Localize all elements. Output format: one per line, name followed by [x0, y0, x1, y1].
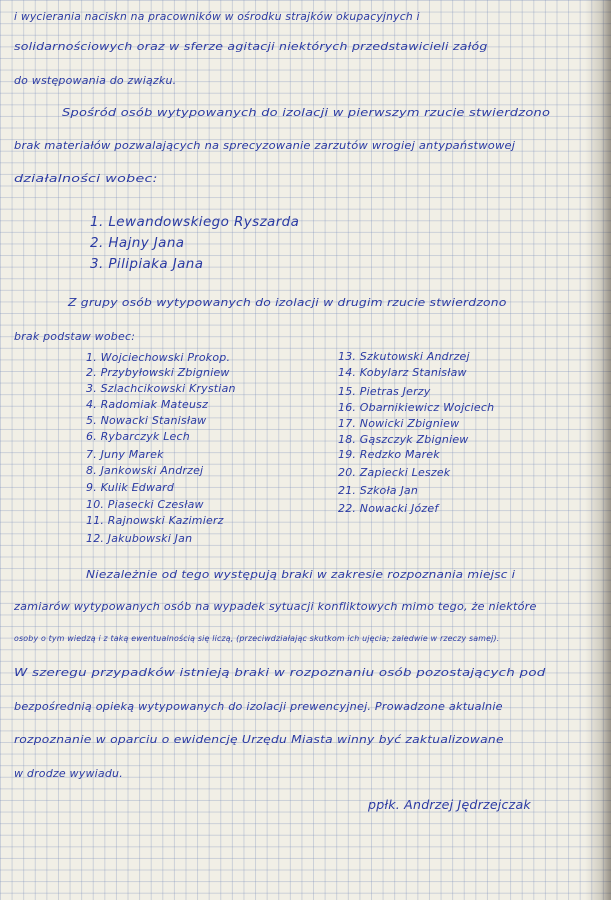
- list-1-item-3: 3. Pilipiaka Jana: [90, 256, 204, 272]
- list-2-item: 7. Juny Marek: [86, 448, 164, 461]
- paragraph-1-line-3: do wstępowania do związku.: [14, 74, 177, 87]
- list-1-item-2: 2. Hajny Jana: [90, 235, 185, 251]
- list-2-item: 1. Wojciechowski Prokop.: [86, 351, 231, 364]
- paragraph-4-line-1: Niezależnie od tego występują braki w zakresie rozpoznania miejsc i: [86, 568, 516, 581]
- paragraph-1-line-1: i wycierania naciskn na pracowników w ośrodku strajków okupacyjnych i: [14, 10, 420, 23]
- paragraph-3-line-1: Z grupy osób wytypowanych do izolacji w drugim rzucie stwierdzono: [68, 296, 507, 309]
- paragraph-2-line-3: działalności wobec:: [14, 172, 158, 185]
- list-2-item: 18. Gąszczyk Zbigniew: [338, 433, 469, 446]
- list-2-item: 13. Szkutowski Andrzej: [338, 350, 470, 363]
- list-2-item: 9. Kulik Edward: [86, 481, 175, 494]
- paragraph-3-line-2: brak podstaw wobec:: [14, 330, 136, 343]
- list-2-item: 15. Pietras Jerzy: [338, 385, 431, 398]
- list-2-item: 2. Przybyłowski Zbigniew: [86, 366, 230, 379]
- paragraph-2-line-1: Spośród osób wytypowanych do izolacji w pierwszym rzucie stwierdzono: [62, 106, 551, 119]
- list-2-item: 12. Jakubowski Jan: [86, 532, 193, 545]
- list-2-item: 4. Radomiak Mateusz: [86, 398, 209, 411]
- list-2-item: 22. Nowacki Józef: [338, 502, 439, 515]
- list-2-item: 16. Obarnikiewicz Wojciech: [338, 401, 495, 414]
- list-2-item: 20. Zapiecki Leszek: [338, 466, 451, 479]
- paragraph-2-line-2: brak materiałów pozwalających na sprecyzowanie zarzutów wrogiej antypaństwowej: [14, 139, 516, 152]
- paragraph-4-line-3: osoby o tym wiedzą i z taką ewentualnością się liczą, (przeciwdziałając skutkom ich ujęcia; zaledwie w rzeczy samej).: [14, 634, 500, 643]
- list-2-item: 10. Piasecki Czesław: [86, 498, 204, 511]
- paragraph-4-line-5: bezpośrednią opieką wytypowanych do izolacji prewencyjnej. Prowadzone aktualnie: [14, 700, 503, 713]
- list-2-item: 17. Nowicki Zbigniew: [338, 417, 460, 430]
- paragraph-4-line-7: w drodze wywiadu.: [14, 767, 123, 780]
- paragraph-4-line-6: rozpoznanie w oparciu o ewidencję Urzędu Miasta winny być zaktualizowane: [14, 733, 504, 746]
- paragraph-1-line-2: solidarnościowych oraz w sferze agitacji niektórych przedstawicieli załóg: [14, 40, 488, 53]
- list-2-item: 14. Kobylarz Stanisław: [338, 366, 467, 379]
- list-2-item: 19. Redzko Marek: [338, 448, 440, 461]
- paragraph-4-line-2: zamiarów wytypowanych osób na wypadek sytuacji konfliktowych mimo tego, że niektóre: [14, 600, 537, 613]
- list-2-item: 6. Rybarczyk Lech: [86, 430, 190, 443]
- list-2-item: 8. Jankowski Andrzej: [86, 464, 204, 477]
- list-1-item-1: 1. Lewandowskiego Ryszarda: [90, 214, 300, 230]
- list-2-item: 11. Rajnowski Kazimierz: [86, 514, 224, 527]
- list-2-item: 21. Szkoła Jan: [338, 484, 418, 497]
- paragraph-4-line-4: W szeregu przypadków istnieją braki w rozpoznaniu osób pozostających pod: [14, 666, 546, 679]
- signature: ppłk. Andrzej Jędrzejczak: [368, 798, 531, 812]
- list-2-item: 3. Szlachcikowski Krystian: [86, 382, 236, 395]
- list-2-item: 5. Nowacki Stanisław: [86, 414, 207, 427]
